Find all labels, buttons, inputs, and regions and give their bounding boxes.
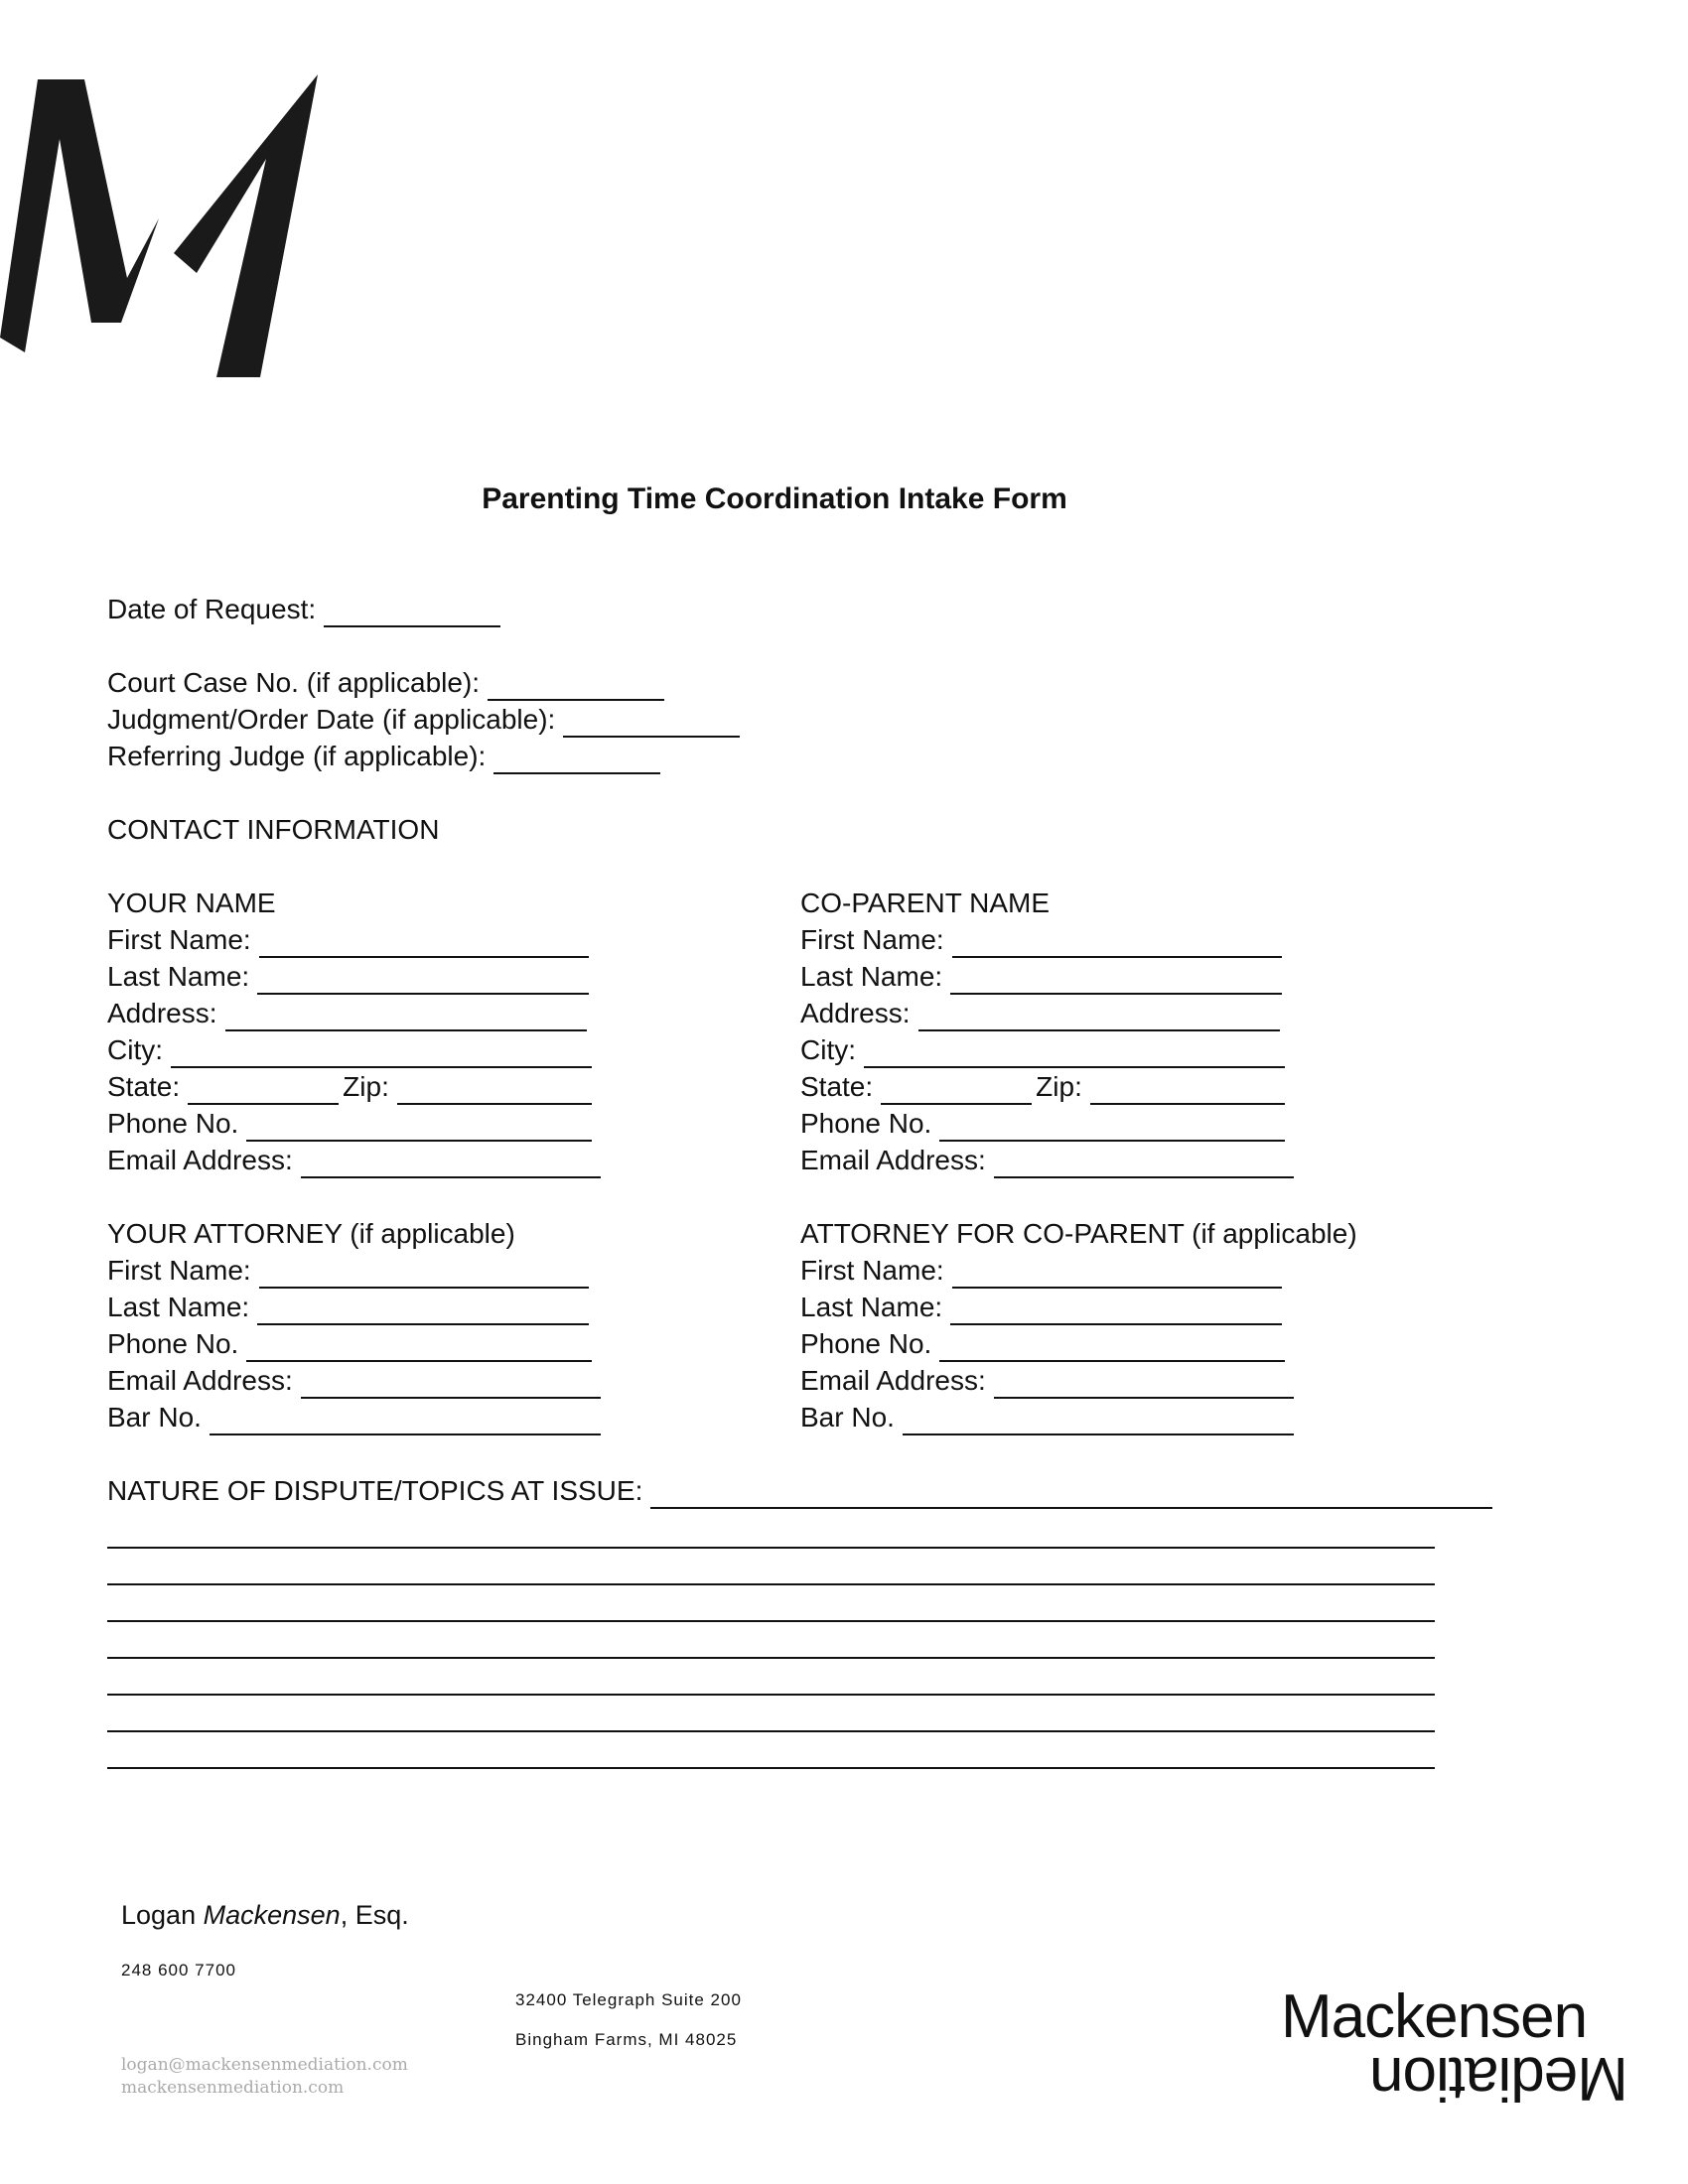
footer-attorney-name xyxy=(121,1900,409,1931)
your-state-zip-row xyxy=(107,1069,592,1105)
footer-name-last: Mackensen xyxy=(203,1900,341,1930)
brand-wordmark-top: Mackensen xyxy=(1281,1982,1588,2051)
co-parent-first-name-field[interactable] xyxy=(952,928,1282,958)
co-parent-city-field[interactable] xyxy=(864,1038,1285,1068)
your-city-row xyxy=(107,1032,592,1068)
co-parent-state-label: State: xyxy=(800,1071,874,1102)
dispute-line[interactable] xyxy=(107,1547,1435,1549)
your-address-label: Address: xyxy=(107,998,217,1028)
co-parent-first-name-row xyxy=(800,922,1282,958)
co-parent-zip-label: Zip: xyxy=(1036,1071,1082,1102)
judgment-order-date-field[interactable] xyxy=(563,708,740,738)
dispute-line[interactable] xyxy=(107,1583,1435,1585)
your-state-field[interactable] xyxy=(188,1075,339,1105)
dispute-line[interactable] xyxy=(107,1620,1435,1622)
footer-email: logan@mackensenmediation.com xyxy=(121,2055,408,2075)
co-parent-email-row xyxy=(800,1143,1294,1178)
your-attorney-phone-label: Phone No. xyxy=(107,1328,239,1359)
judgment-order-date-row xyxy=(107,702,740,738)
co-parent-phone-row xyxy=(800,1106,1285,1142)
your-attorney-bar-no-field[interactable] xyxy=(210,1406,601,1435)
co-parent-attorney-last-name-row xyxy=(800,1290,1282,1325)
brand-logo-m xyxy=(0,69,328,387)
date-of-request-row xyxy=(107,592,500,627)
your-email-field[interactable] xyxy=(301,1149,601,1178)
court-case-no-field[interactable] xyxy=(488,671,664,701)
co-parent-phone-label: Phone No. xyxy=(800,1108,932,1139)
co-parent-address-field[interactable] xyxy=(918,1002,1280,1031)
your-city-field[interactable] xyxy=(171,1038,592,1068)
co-parent-state-field[interactable] xyxy=(881,1075,1032,1105)
contact-information-heading: CONTACT INFORMATION xyxy=(107,814,440,845)
your-first-name-row xyxy=(107,922,589,958)
co-parent-city-label: City: xyxy=(800,1034,856,1065)
dispute-row xyxy=(107,1473,1492,1509)
dispute-line[interactable] xyxy=(107,1657,1435,1659)
dispute-line[interactable] xyxy=(107,1767,1435,1769)
co-parent-email-label: Email Address: xyxy=(800,1145,986,1175)
co-parent-attorney-first-name-label: First Name: xyxy=(800,1255,944,1286)
co-parent-attorney-last-name-label: Last Name: xyxy=(800,1292,943,1322)
your-attorney-email-field[interactable] xyxy=(301,1369,601,1399)
referring-judge-row xyxy=(107,739,660,774)
referring-judge-field[interactable] xyxy=(493,745,660,774)
your-attorney-bar-no-label: Bar No. xyxy=(107,1402,202,1433)
form-title: Parenting Time Coordination Intake Form xyxy=(482,482,1067,515)
co-parent-attorney-bar-no-row xyxy=(800,1400,1294,1435)
co-parent-attorney-bar-no-label: Bar No. xyxy=(800,1402,895,1433)
your-last-name-field[interactable] xyxy=(257,965,589,995)
co-parent-name-heading: CO-PARENT NAME xyxy=(800,887,1050,918)
co-parent-first-name-label: First Name: xyxy=(800,924,944,955)
co-parent-attorney-phone-field[interactable] xyxy=(939,1332,1285,1362)
court-case-no-row xyxy=(107,665,664,701)
your-attorney-first-name-field[interactable] xyxy=(259,1259,589,1289)
dispute-field[interactable] xyxy=(650,1479,1492,1509)
your-email-label: Email Address: xyxy=(107,1145,293,1175)
your-attorney-last-name-row xyxy=(107,1290,589,1325)
co-parent-address-row xyxy=(800,996,1280,1031)
footer-phone: 248 600 7700 xyxy=(121,1961,236,1979)
co-parent-phone-field[interactable] xyxy=(939,1112,1285,1142)
co-parent-attorney-phone-row xyxy=(800,1326,1285,1362)
your-name-heading: YOUR NAME xyxy=(107,887,276,918)
referring-judge-label: Referring Judge (if applicable): xyxy=(107,741,487,771)
co-parent-attorney-phone-label: Phone No. xyxy=(800,1328,932,1359)
co-parent-state-zip-row xyxy=(800,1069,1285,1105)
co-parent-address-label: Address: xyxy=(800,998,911,1028)
footer-name-first: Logan xyxy=(121,1900,197,1930)
co-parent-last-name-field[interactable] xyxy=(950,965,1282,995)
your-attorney-phone-field[interactable] xyxy=(246,1332,592,1362)
your-last-name-row xyxy=(107,959,589,995)
brand-wordmark-bottom: Mediation xyxy=(1370,2044,1628,2113)
your-state-label: State: xyxy=(107,1071,181,1102)
your-phone-row xyxy=(107,1106,592,1142)
your-attorney-heading: YOUR ATTORNEY (if applicable) xyxy=(107,1218,515,1249)
co-parent-attorney-heading: ATTORNEY FOR CO-PARENT (if applicable) xyxy=(800,1218,1357,1249)
co-parent-attorney-last-name-field[interactable] xyxy=(950,1296,1282,1325)
your-zip-label: Zip: xyxy=(343,1071,389,1102)
your-attorney-last-name-label: Last Name: xyxy=(107,1292,250,1322)
footer-address-line1: 32400 Telegraph Suite 200 xyxy=(515,1990,742,2009)
footer-website: mackensenmediation.com xyxy=(121,2078,345,2098)
co-parent-last-name-row xyxy=(800,959,1282,995)
co-parent-attorney-first-name-row xyxy=(800,1253,1282,1289)
co-parent-attorney-bar-no-field[interactable] xyxy=(903,1406,1294,1435)
your-attorney-bar-no-row xyxy=(107,1400,601,1435)
co-parent-attorney-email-field[interactable] xyxy=(994,1369,1294,1399)
date-of-request-field[interactable] xyxy=(324,598,500,627)
date-of-request-label: Date of Request: xyxy=(107,594,317,624)
your-attorney-email-row xyxy=(107,1363,601,1399)
dispute-line[interactable] xyxy=(107,1730,1435,1732)
co-parent-last-name-label: Last Name: xyxy=(800,961,943,992)
court-case-no-label: Court Case No. (if applicable): xyxy=(107,667,481,698)
dispute-label: NATURE OF DISPUTE/TOPICS AT ISSUE: xyxy=(107,1475,643,1506)
your-first-name-label: First Name: xyxy=(107,924,251,955)
your-address-row xyxy=(107,996,587,1031)
co-parent-email-field[interactable] xyxy=(994,1149,1294,1178)
your-email-row xyxy=(107,1143,601,1178)
co-parent-attorney-email-label: Email Address: xyxy=(800,1365,986,1396)
your-attorney-last-name-field[interactable] xyxy=(257,1296,589,1325)
your-phone-label: Phone No. xyxy=(107,1108,239,1139)
dispute-line[interactable] xyxy=(107,1694,1435,1696)
co-parent-attorney-first-name-field[interactable] xyxy=(952,1259,1282,1289)
your-attorney-phone-row xyxy=(107,1326,592,1362)
your-attorney-first-name-row xyxy=(107,1253,589,1289)
your-attorney-first-name-label: First Name: xyxy=(107,1255,251,1286)
your-first-name-field[interactable] xyxy=(259,928,589,958)
footer-name-suffix: , Esq. xyxy=(340,1900,409,1930)
your-zip-field[interactable] xyxy=(397,1075,592,1105)
your-city-label: City: xyxy=(107,1034,163,1065)
co-parent-city-row xyxy=(800,1032,1285,1068)
your-address-field[interactable] xyxy=(225,1002,587,1031)
your-phone-field[interactable] xyxy=(246,1112,592,1142)
judgment-order-date-label: Judgment/Order Date (if applicable): xyxy=(107,704,556,735)
your-last-name-label: Last Name: xyxy=(107,961,250,992)
your-attorney-email-label: Email Address: xyxy=(107,1365,293,1396)
co-parent-zip-field[interactable] xyxy=(1090,1075,1285,1105)
footer-address-line2: Bingham Farms, MI 48025 xyxy=(515,2030,738,2049)
co-parent-attorney-email-row xyxy=(800,1363,1294,1399)
